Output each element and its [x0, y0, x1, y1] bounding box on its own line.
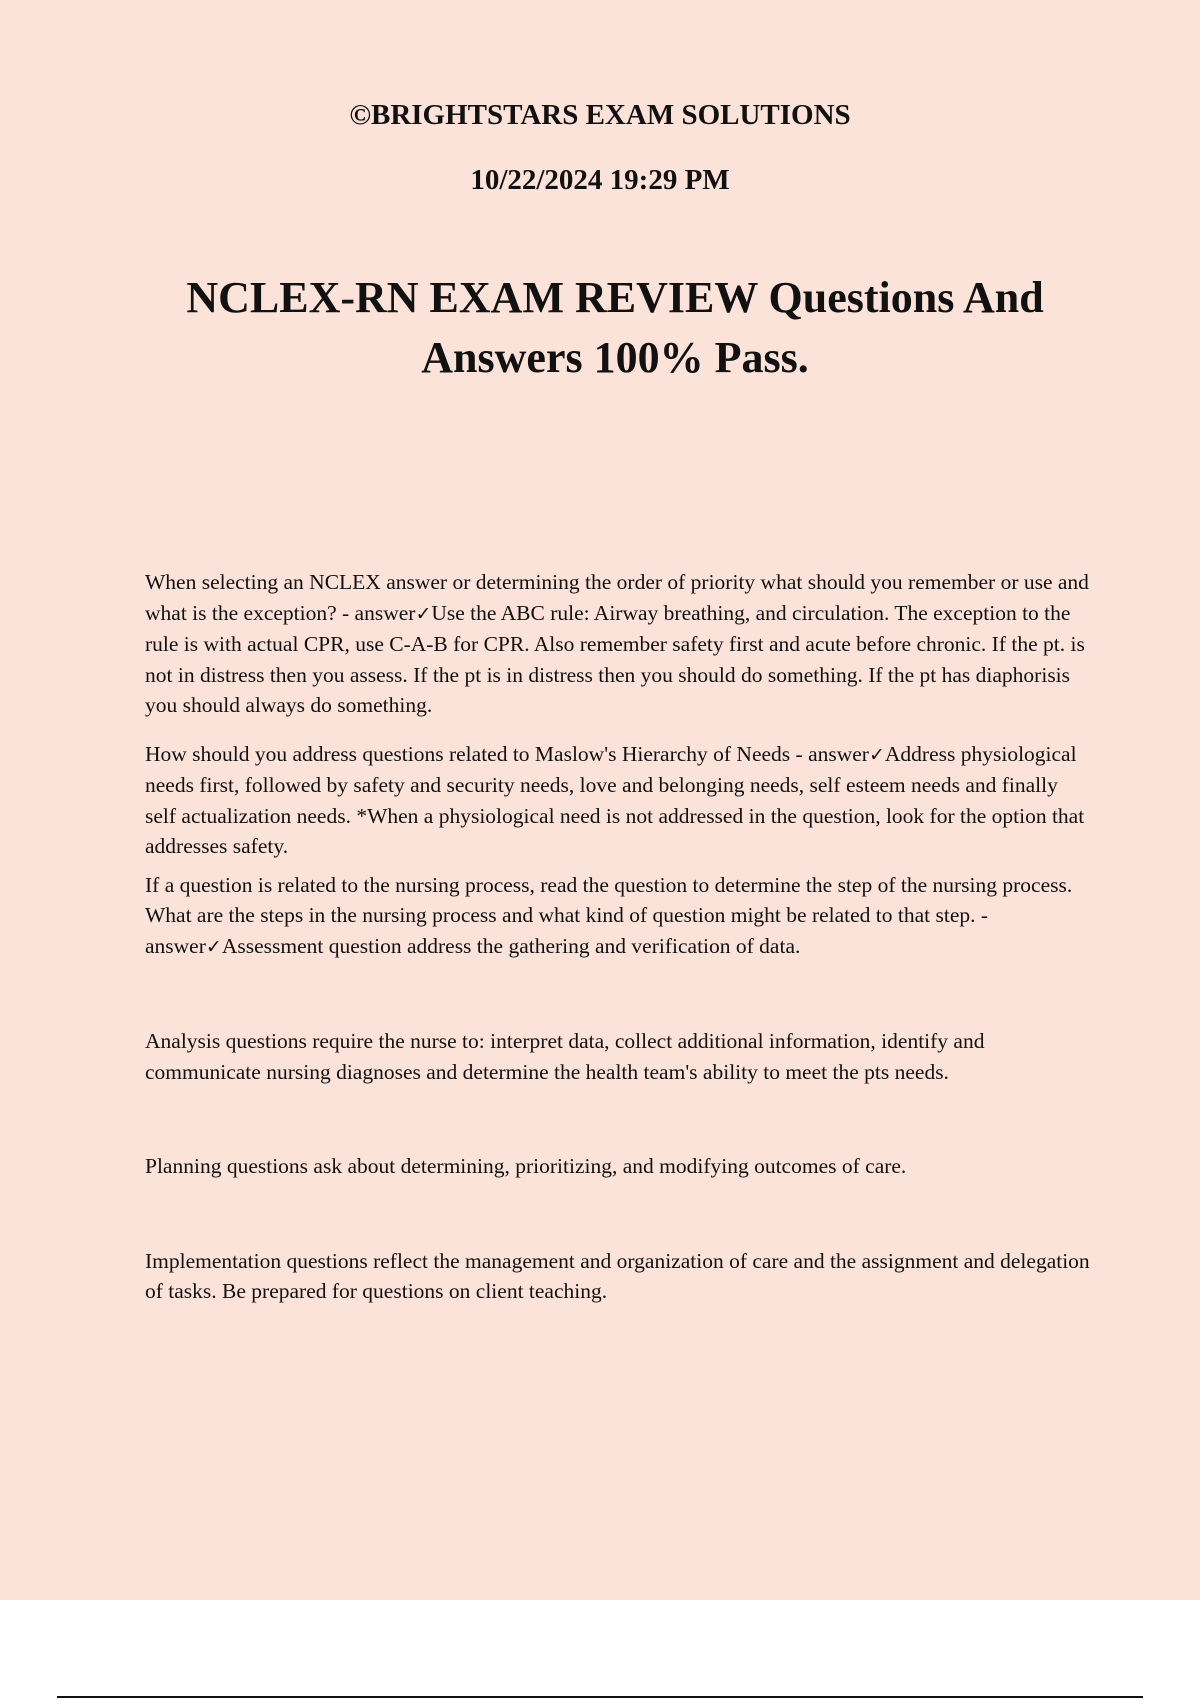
brand-header: ©BRIGHTSTARS EXAM SOLUTIONS [349, 99, 851, 131]
paragraph-spacer [145, 962, 1090, 1026]
document-title: NCLEX-RN EXAM REVIEW Questions And Answers 100% Pass. [186, 273, 1044, 382]
question-text: How should you address questions related to Maslow's Hierarchy of Needs - answer [145, 741, 869, 766]
qa-item-nursing-process [145, 870, 1090, 963]
note-implementation-questions: Implementation questions reflect the management and organization of care and the assignment and delegation of tasks. Be prepared for questions on client teaching. [145, 1248, 1090, 1303]
note-analysis-questions: Analysis questions require the nurse to: interpret data, collect additional information, identify and communicate nursing diagnoses and determine the health team's ability to meet the pts needs. [145, 1029, 985, 1084]
checkmark-icon: ✓ [415, 602, 432, 625]
answer-text: Address physiological needs first, followed by safety and security needs, love and belonging needs, self esteem needs and finally self actualization needs. *When a physiological need is not addressed in the question, look for the option that addresses safety. [145, 741, 1085, 858]
footer-divider [57, 1696, 1143, 1698]
note-planning-questions: Planning questions ask about determining, prioritizing, and modifying outcomes of care. [145, 1154, 907, 1178]
document-body [145, 567, 1090, 1307]
paragraph-spacer [145, 721, 1090, 739]
question-text: When selecting an NCLEX answer or determining the order of priority what should you remember or use and what is the exception? - answer [145, 570, 1089, 625]
answer-text: Assessment question address the gathering and verification of data. [221, 933, 801, 958]
timestamp-header: 10/22/2024 19:29 PM [470, 164, 730, 196]
paragraph-spacer [145, 1087, 1090, 1151]
qa-item-abc-rule [145, 567, 1090, 721]
paragraph-spacer [145, 862, 1090, 870]
answer-text: Use the ABC rule: Airway breathing, and circulation. The exception to the rule is with actual CPR, use C-A-B for CPR. Also remember safety first and acute before chronic. If the pt. is not in distress then you assess. If the pt is in distress then you should do something. If the pt has diaphorisis you should always do something. [145, 600, 1085, 717]
paragraph-spacer [145, 1182, 1090, 1246]
checkmark-icon: ✓ [205, 935, 222, 958]
question-text: If a question is related to the nursing process, read the question to determine the step of the nursing process. What are the steps in the nursing process and what kind of question might be related to that step. - answer [145, 872, 1073, 958]
checkmark-icon: ✓ [868, 743, 885, 766]
qa-item-maslow [145, 739, 1090, 862]
